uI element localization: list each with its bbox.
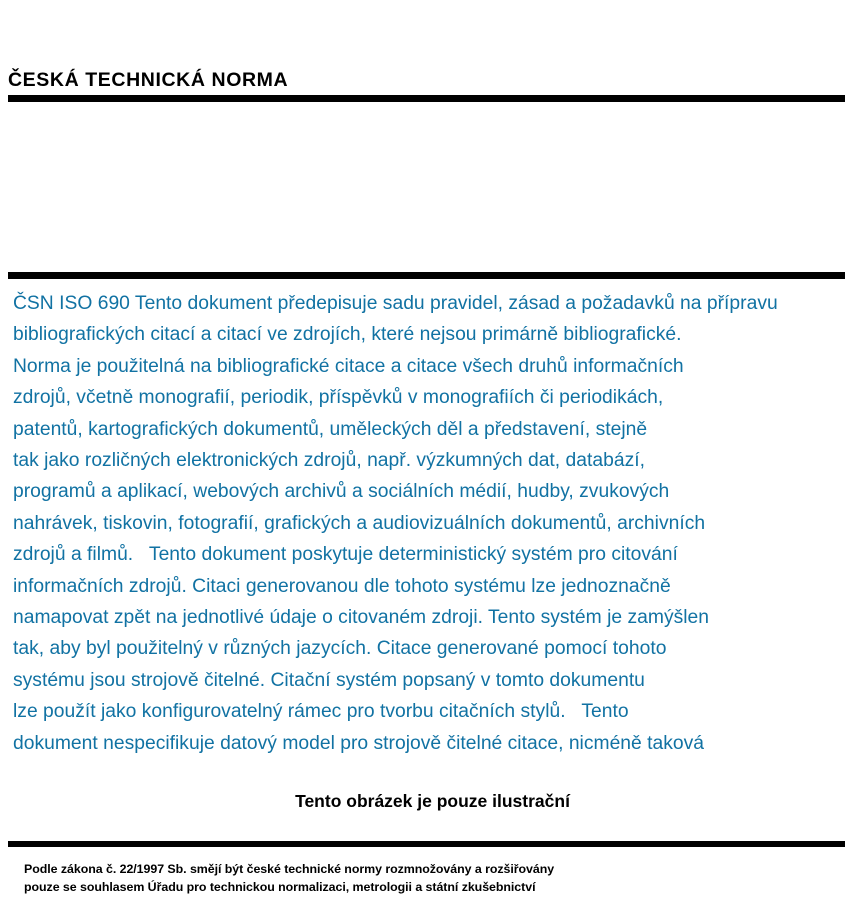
body-text-line: lze použít jako konfigurovatelný rámec pro tvorbu citačních stylů. Tento [13,701,629,723]
horizontal-rule-middle [8,272,845,279]
illustration-caption: Tento obrázek je pouze ilustrační [295,791,570,811]
body-text-line: systému jsou strojově čitelné. Citační systém popsaný v tomto dokumentu [13,669,645,691]
body-text-line: patentů, kartografických dokumentů, uměleckých děl a představení, stejně [13,418,648,440]
footer-legal-notice [24,860,844,897]
standard-abstract-text [13,288,858,759]
footer-text-line: pouze se souhlasem Úřadu pro technickou normalizaci, metrologii a státní zkušebnictví [24,880,536,895]
footer-text-line: Podle zákona č. 22/1997 Sb. smějí být české technické normy rozmnožovány a rozšiřovány [24,862,555,876]
body-text-line: ČSN ISO 690 Tento dokument předepisuje sadu pravidel, zásad a požadavků na přípravu [13,293,778,314]
body-text-line: dokument nespecifikuje datový model pro strojově čitelné citace, nicméně taková [13,732,704,754]
horizontal-rule-bottom [8,841,845,847]
body-text-line: tak jako rozličných elektronických zdrojů, např. výzkumných dat, databází, [13,450,645,472]
body-text-line: namapovat zpět na jednotlivé údaje o citovaném zdroji. Tento systém je zamýšlen [13,607,710,629]
body-text-line: Norma je použitelná na bibliografické citace a citace všech druhů informačních [13,355,684,377]
body-text-line: zdrojů, včetně monografií, periodik, příspěvků v monografiích či periodikách, [13,387,664,409]
body-text-line: bibliografických citací a citací ve zdrojích, které nejsou primárně bibliografické. [13,324,682,346]
body-text-line: informačních zdrojů. Citaci generovanou dle tohoto systému lze jednoznačně [13,575,671,597]
body-text-line: programů a aplikací, webových archivů a sociálních médií, hudby, zvukových [13,481,670,503]
body-text-line: tak, aby byl použitelný v různých jazycích. Citace generované pomocí tohoto [13,638,667,660]
body-text-line: zdrojů a filmů. Tento dokument poskytuje deterministický systém pro citování [13,544,678,566]
page-title: ČESKÁ TECHNICKÁ NORMA [8,69,289,91]
horizontal-rule-top [8,95,845,102]
body-text-line: nahrávek, tiskovin, fotografií, grafických a audiovizuálních dokumentů, archivních [13,512,706,534]
